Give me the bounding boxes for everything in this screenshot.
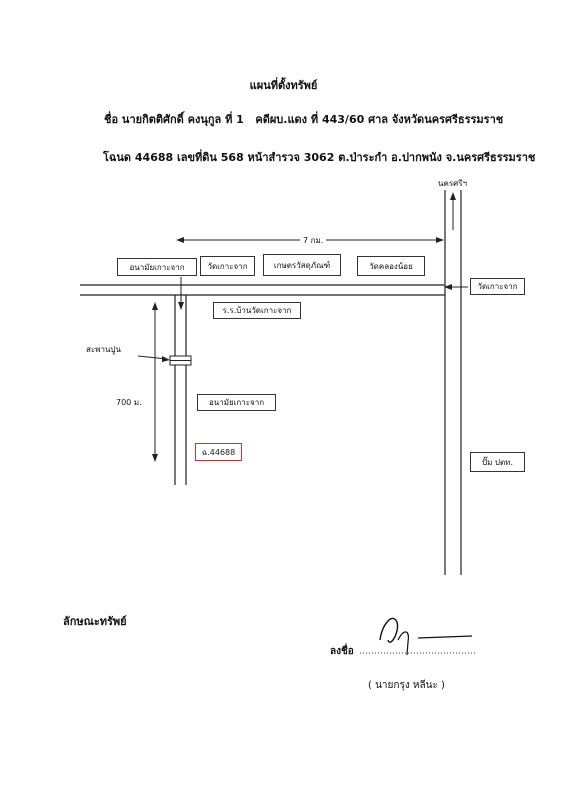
north-arrow-head bbox=[450, 192, 456, 200]
turn-arrow-head bbox=[178, 302, 184, 310]
school-label: ร.ร.บ้านวัดเกาะจาก bbox=[213, 302, 301, 319]
property-label: ลักษณะทรัพย์ bbox=[63, 615, 127, 628]
vertical-distance-top-head bbox=[152, 302, 158, 310]
distance-arrow-right-head bbox=[436, 237, 444, 243]
distance-label: 7 กม. bbox=[300, 234, 326, 247]
case-info: คดีผบ.แดง ที่ 443/60 ศาล จังหวัดนครศรีธรรมราช bbox=[255, 113, 504, 126]
vertical-distance-bottom-head bbox=[152, 454, 158, 462]
page-title: แผนที่ตั้งทรัพย์ bbox=[249, 79, 318, 92]
sign-label: ลงชื่อ bbox=[330, 646, 354, 657]
parcel-label: ฉ.44688 bbox=[195, 443, 242, 461]
landmark-agri-supply: เกษตรวัสดุภัณฑ์ bbox=[263, 254, 341, 276]
health-center-label: อนามัยเกาะจาก bbox=[197, 394, 276, 411]
deed-info: โฉนด 44688 เลขที่ดิน 568 หน้าสำรวจ 3062 ต.ป่าระกำ อ.ปากพนัง จ.นครศรีธรรมราช bbox=[103, 151, 536, 164]
owner-name: นายกิตติศักดิ์ คงนุกูล ที่ 1 bbox=[121, 113, 244, 126]
name-label: ชื่อ bbox=[104, 113, 119, 126]
north-label: นครศรีฯ bbox=[438, 179, 467, 188]
signer-name: ( นายกรุง หลีนะ ) bbox=[368, 680, 445, 691]
landmark-wat-khlong-noi: วัดคลองน้อย bbox=[357, 256, 425, 276]
vertical-distance-label: 700 ม. bbox=[116, 398, 142, 407]
signature-stroke-1 bbox=[380, 618, 398, 642]
landmark-wat-koh-chak: วัดเกาะจาก bbox=[200, 256, 255, 276]
signature-stroke-2 bbox=[398, 632, 408, 655]
landmark-health-center-top: อนามัยเกาะจาก bbox=[117, 258, 197, 276]
bridge-label: สะพานปูน bbox=[86, 345, 121, 354]
bridge-pointer-head bbox=[162, 356, 170, 362]
signature-stroke-3 bbox=[418, 636, 472, 638]
gas-station-label: ปั๊ม ปตท. bbox=[470, 452, 525, 472]
distance-arrow-left-head bbox=[176, 237, 184, 243]
road-right-label: วัดเกาะจาก bbox=[470, 278, 525, 295]
